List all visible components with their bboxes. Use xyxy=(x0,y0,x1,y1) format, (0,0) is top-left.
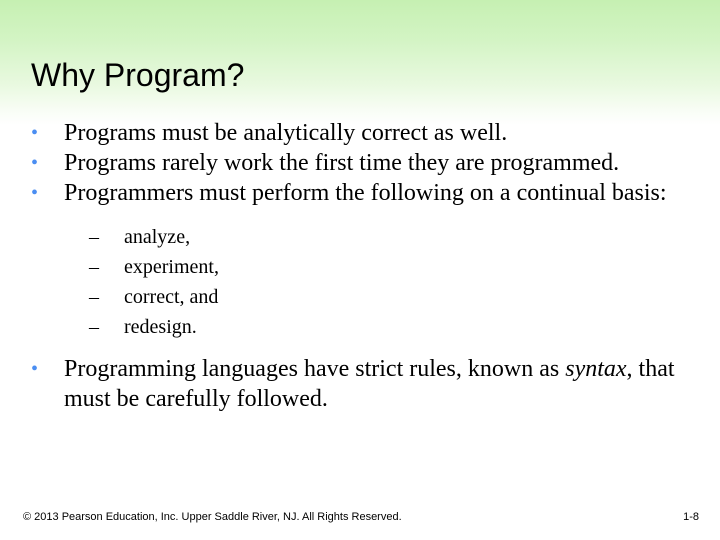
bullet-text-italic: syntax xyxy=(565,356,627,382)
bullet-item xyxy=(30,178,680,208)
bullet-text: Programmers must perform the following on a continual basis: xyxy=(64,180,667,206)
sub-item-text: experiment, xyxy=(124,256,219,278)
bullet-icon: • xyxy=(31,358,39,380)
bullet-text-after: , that must be carefully followed. xyxy=(64,356,675,412)
sub-item xyxy=(89,222,680,252)
bullet-item xyxy=(30,118,680,148)
bullet-icon: • xyxy=(31,152,39,174)
bullet-text: Programs rarely work the first time they are programmed. xyxy=(64,150,620,176)
slide-title: Why Program? xyxy=(31,57,245,93)
bullet-icon: • xyxy=(31,122,39,144)
slide-body xyxy=(30,118,680,414)
sub-list xyxy=(30,222,680,342)
sub-item-text: analyze, xyxy=(124,226,191,248)
sub-item-text: redesign. xyxy=(124,316,197,338)
bullet-text: Programs must be analytically correct as well. xyxy=(64,120,508,146)
bullet-item xyxy=(30,148,680,178)
footer-page-number: 1-8 xyxy=(683,511,699,523)
sub-item xyxy=(89,282,680,312)
dash-icon: – xyxy=(89,286,99,308)
bullet-icon: • xyxy=(31,182,39,204)
sub-item-text: correct, and xyxy=(124,286,219,308)
dash-icon: – xyxy=(89,226,99,248)
bullet-item xyxy=(30,354,680,414)
sub-item xyxy=(89,252,680,282)
dash-icon: – xyxy=(89,316,99,338)
sub-item xyxy=(89,312,680,342)
bullet-text-before: Programming languages have strict rules, known as xyxy=(64,356,566,382)
dash-icon: – xyxy=(89,256,99,278)
footer-copyright: © 2013 Pearson Education, Inc. Upper Saddle River, NJ. All Rights Reserved. xyxy=(23,511,402,523)
